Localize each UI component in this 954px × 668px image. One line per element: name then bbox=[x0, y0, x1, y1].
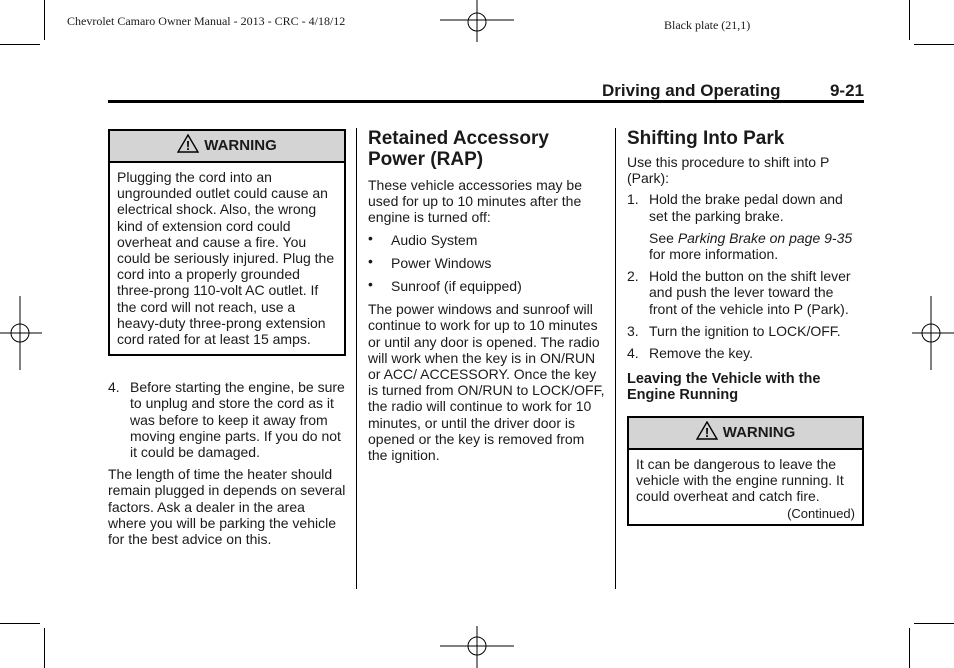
crop-mark bbox=[909, 628, 910, 668]
see-suffix: for more information. bbox=[649, 246, 779, 263]
list-text: Hold the brake pedal down and set the parking brake. bbox=[649, 191, 843, 224]
crop-mark bbox=[0, 44, 40, 45]
list-number: 4. bbox=[627, 345, 639, 362]
paragraph: These vehicle accessories may be used for up to 10 minutes after the engine is turned off: bbox=[368, 177, 582, 226]
subheading: Leaving the Vehicle with the Engine Running bbox=[627, 371, 821, 404]
list-number: 1. bbox=[627, 191, 639, 208]
section-heading: Retained Accessory Power (RAP) bbox=[368, 128, 549, 170]
warning-icon bbox=[696, 421, 718, 440]
warning-header bbox=[629, 418, 862, 450]
running-header bbox=[602, 81, 864, 101]
doc-info: Chevrolet Camaro Owner Manual - 2013 - CRC - 4/18/12 bbox=[67, 14, 346, 28]
svg-text:!: ! bbox=[186, 138, 191, 153]
warning-box bbox=[108, 129, 346, 356]
page-reference-link[interactable]: Parking Brake on page 9-35 bbox=[677, 229, 853, 246]
paragraph: The length of time the heater should remain plugged in depends on several factors. Ask a dealer in the area where you will be parking the vehicle for the best advice on this. bbox=[108, 466, 346, 548]
crop-mark bbox=[909, 0, 910, 40]
header-rule bbox=[108, 100, 864, 103]
registration-mark-icon bbox=[440, 0, 514, 42]
list-number: 3. bbox=[627, 322, 639, 339]
list-item bbox=[627, 191, 864, 223]
middle-column bbox=[368, 128, 606, 463]
crop-mark bbox=[914, 44, 954, 45]
warning-header bbox=[110, 131, 344, 163]
list-item: • Power Windows bbox=[368, 255, 606, 271]
warning-title: WARNING bbox=[204, 137, 277, 154]
warning-title: WARNING bbox=[722, 423, 796, 441]
list-item bbox=[108, 379, 346, 460]
list-number: 2. bbox=[627, 268, 639, 285]
crop-mark bbox=[44, 628, 45, 668]
svg-text:!: ! bbox=[704, 424, 709, 440]
list-item: • Audio System bbox=[368, 232, 606, 248]
list-item bbox=[627, 323, 864, 339]
registration-mark-icon bbox=[912, 296, 954, 370]
continued-label: (Continued) bbox=[787, 506, 855, 522]
page-number: 9-21 bbox=[829, 81, 864, 100]
column-divider bbox=[615, 128, 616, 589]
crop-mark bbox=[44, 0, 45, 40]
warning-icon bbox=[177, 134, 199, 153]
left-column bbox=[108, 129, 346, 547]
warning-box bbox=[627, 416, 864, 527]
crop-mark bbox=[914, 623, 954, 624]
list-text: Hold the button on the shift lever and push the lever toward the front of the vehicle into P (Park). bbox=[649, 268, 851, 317]
right-column bbox=[627, 128, 864, 526]
list-text: Before starting the engine, be sure to unplug and store the cord as it was before to keep it away from moving engine parts. If you do not it could be damaged. bbox=[130, 379, 345, 461]
list-item: • Sunroof (if equipped) bbox=[368, 278, 606, 294]
paragraph: Use this procedure to shift into P (Park): bbox=[627, 154, 830, 187]
list-text: Remove the key. bbox=[649, 345, 754, 362]
list-item bbox=[627, 345, 864, 361]
see-prefix: See bbox=[649, 229, 678, 246]
cross-reference bbox=[627, 230, 864, 262]
list-text: Turn the ignition to LOCK/OFF. bbox=[649, 322, 841, 339]
registration-mark-icon bbox=[0, 296, 42, 370]
section-heading: Shifting Into Park bbox=[627, 128, 785, 149]
paragraph: The power windows and sunroof will continue to work for up to 10 minutes or until any door is opened. The radio will work when the key is in ON/RUN or ACC/ ACCESSORY. Once the key is turned from ON/RUN to LOCK/OFF, the radio will continue to work for 10 minutes, or until the driver door is opened or the key is removed from the ignition. bbox=[368, 301, 605, 464]
registration-mark-icon bbox=[440, 626, 514, 668]
section-title: Driving and Operating bbox=[602, 81, 781, 100]
list-number: 4. bbox=[108, 379, 120, 396]
plate-info: Black plate (21,1) bbox=[664, 18, 751, 32]
column-divider bbox=[356, 128, 357, 589]
warning-text: It can be dangerous to leave the vehicle with the engine running. It could overheat and catch fire. bbox=[636, 455, 844, 505]
bullet-list bbox=[368, 232, 606, 295]
list-item bbox=[627, 268, 864, 317]
warning-text: Plugging the cord into an ungrounded outlet could cause an electrical shock. Also, the wrong kind of extension cord could overheat and cause a fire. You could be seriously injured. Plug the cord into a properly grounded three-prong 110-volt AC outlet. If the cord will not reach, use a heavy-duty three-prong extension cord rated for at least 15 amps. bbox=[117, 169, 335, 348]
crop-mark bbox=[0, 623, 40, 624]
